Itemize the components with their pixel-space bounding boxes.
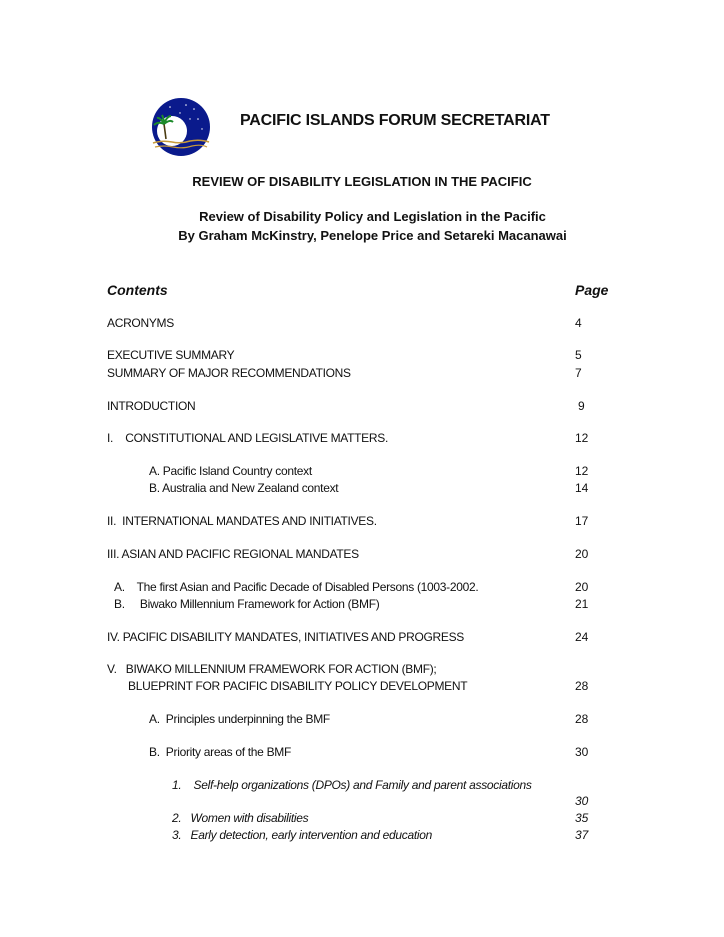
toc-entry-asian-pacific-mandates: III. ASIAN AND PACIFIC REGIONAL MANDATES xyxy=(107,547,359,561)
toc-entry-blueprint: BLUEPRINT FOR PACIFIC DISABILITY POLICY DEVELOPMENT xyxy=(128,679,468,693)
report-authors: By Graham McKinstry, Penelope Price and Setareki Macanawai xyxy=(178,228,567,243)
toc-entry-women-disabilities: 2. Women with disabilities xyxy=(172,811,309,825)
toc-entry-early-detection: 3. Early detection, early intervention and education xyxy=(172,828,432,842)
toc-page-number: 9 xyxy=(578,399,585,413)
toc-entry-bmf-heading: V. BIWAKO MILLENNIUM FRAMEWORK FOR ACTION (BMF); xyxy=(107,662,437,676)
toc-page-number: 4 xyxy=(575,316,582,330)
toc-entry-summary-recommendations: SUMMARY OF MAJOR RECOMMENDATIONS xyxy=(107,366,351,380)
toc-entry-international-mandates: II. INTERNATIONAL MANDATES AND INITIATIVES. xyxy=(107,514,377,528)
toc-page-number: 30 xyxy=(575,794,589,808)
palm-island-emblem-icon xyxy=(150,97,212,159)
toc-entry-pacific-mandates: IV. PACIFIC DISABILITY MANDATES, INITIATIVES AND PROGRESS xyxy=(107,630,464,644)
toc-page-number: 35 xyxy=(575,811,589,825)
toc-entry-acronyms: ACRONYMS xyxy=(107,316,174,330)
toc-page-number: 7 xyxy=(575,366,582,380)
toc-entry-bmf-priority-areas: B. Priority areas of the BMF xyxy=(149,745,292,759)
toc-entry-executive-summary: EXECUTIVE SUMMARY xyxy=(107,348,235,362)
toc-entry-introduction: INTRODUCTION xyxy=(107,399,196,413)
toc-page-number: 28 xyxy=(575,679,589,693)
toc-page-number: 20 xyxy=(575,547,589,561)
toc-page-number: 24 xyxy=(575,630,589,644)
report-subtitle: Review of Disability Policy and Legislation in the Pacific xyxy=(199,209,546,224)
toc-page-number: 5 xyxy=(575,348,582,362)
toc-page-number: 37 xyxy=(575,828,589,842)
toc-entry-biwako-framework: B. Biwako Millennium Framework for Action (BMF) xyxy=(114,597,380,611)
toc-page-number: 20 xyxy=(575,580,589,594)
page-column-heading: Page xyxy=(575,282,609,298)
report-title: REVIEW OF DISABILITY LEGISLATION IN THE PACIFIC xyxy=(192,174,532,189)
toc-page-number: 12 xyxy=(575,464,589,478)
toc-page-number: 28 xyxy=(575,712,589,726)
forum-secretariat-logo xyxy=(150,97,212,159)
organization-name: PACIFIC ISLANDS FORUM SECRETARIAT xyxy=(240,112,550,129)
toc-page-number: 30 xyxy=(575,745,589,759)
toc-entry-pic-context: A. Pacific Island Country context xyxy=(149,464,312,478)
toc-entry-self-help-orgs: 1. Self-help organizations (DPOs) and Family and parent associations xyxy=(172,778,532,792)
toc-page-number: 17 xyxy=(575,514,589,528)
toc-page-number: 21 xyxy=(575,597,589,611)
contents-heading: Contents xyxy=(107,282,168,298)
toc-entry-aus-nz-context: B. Australia and New Zealand context xyxy=(149,481,339,495)
toc-entry-constitutional: I. CONSTITUTIONAL AND LEGISLATIVE MATTERS. xyxy=(107,431,388,445)
toc-page-number: 12 xyxy=(575,431,589,445)
toc-page-number: 14 xyxy=(575,481,589,495)
toc-entry-asian-pacific-decade: A. The first Asian and Pacific Decade of Disabled Persons (1003-2002. xyxy=(114,580,479,594)
toc-entry-bmf-principles: A. Principles underpinning the BMF xyxy=(149,712,330,726)
